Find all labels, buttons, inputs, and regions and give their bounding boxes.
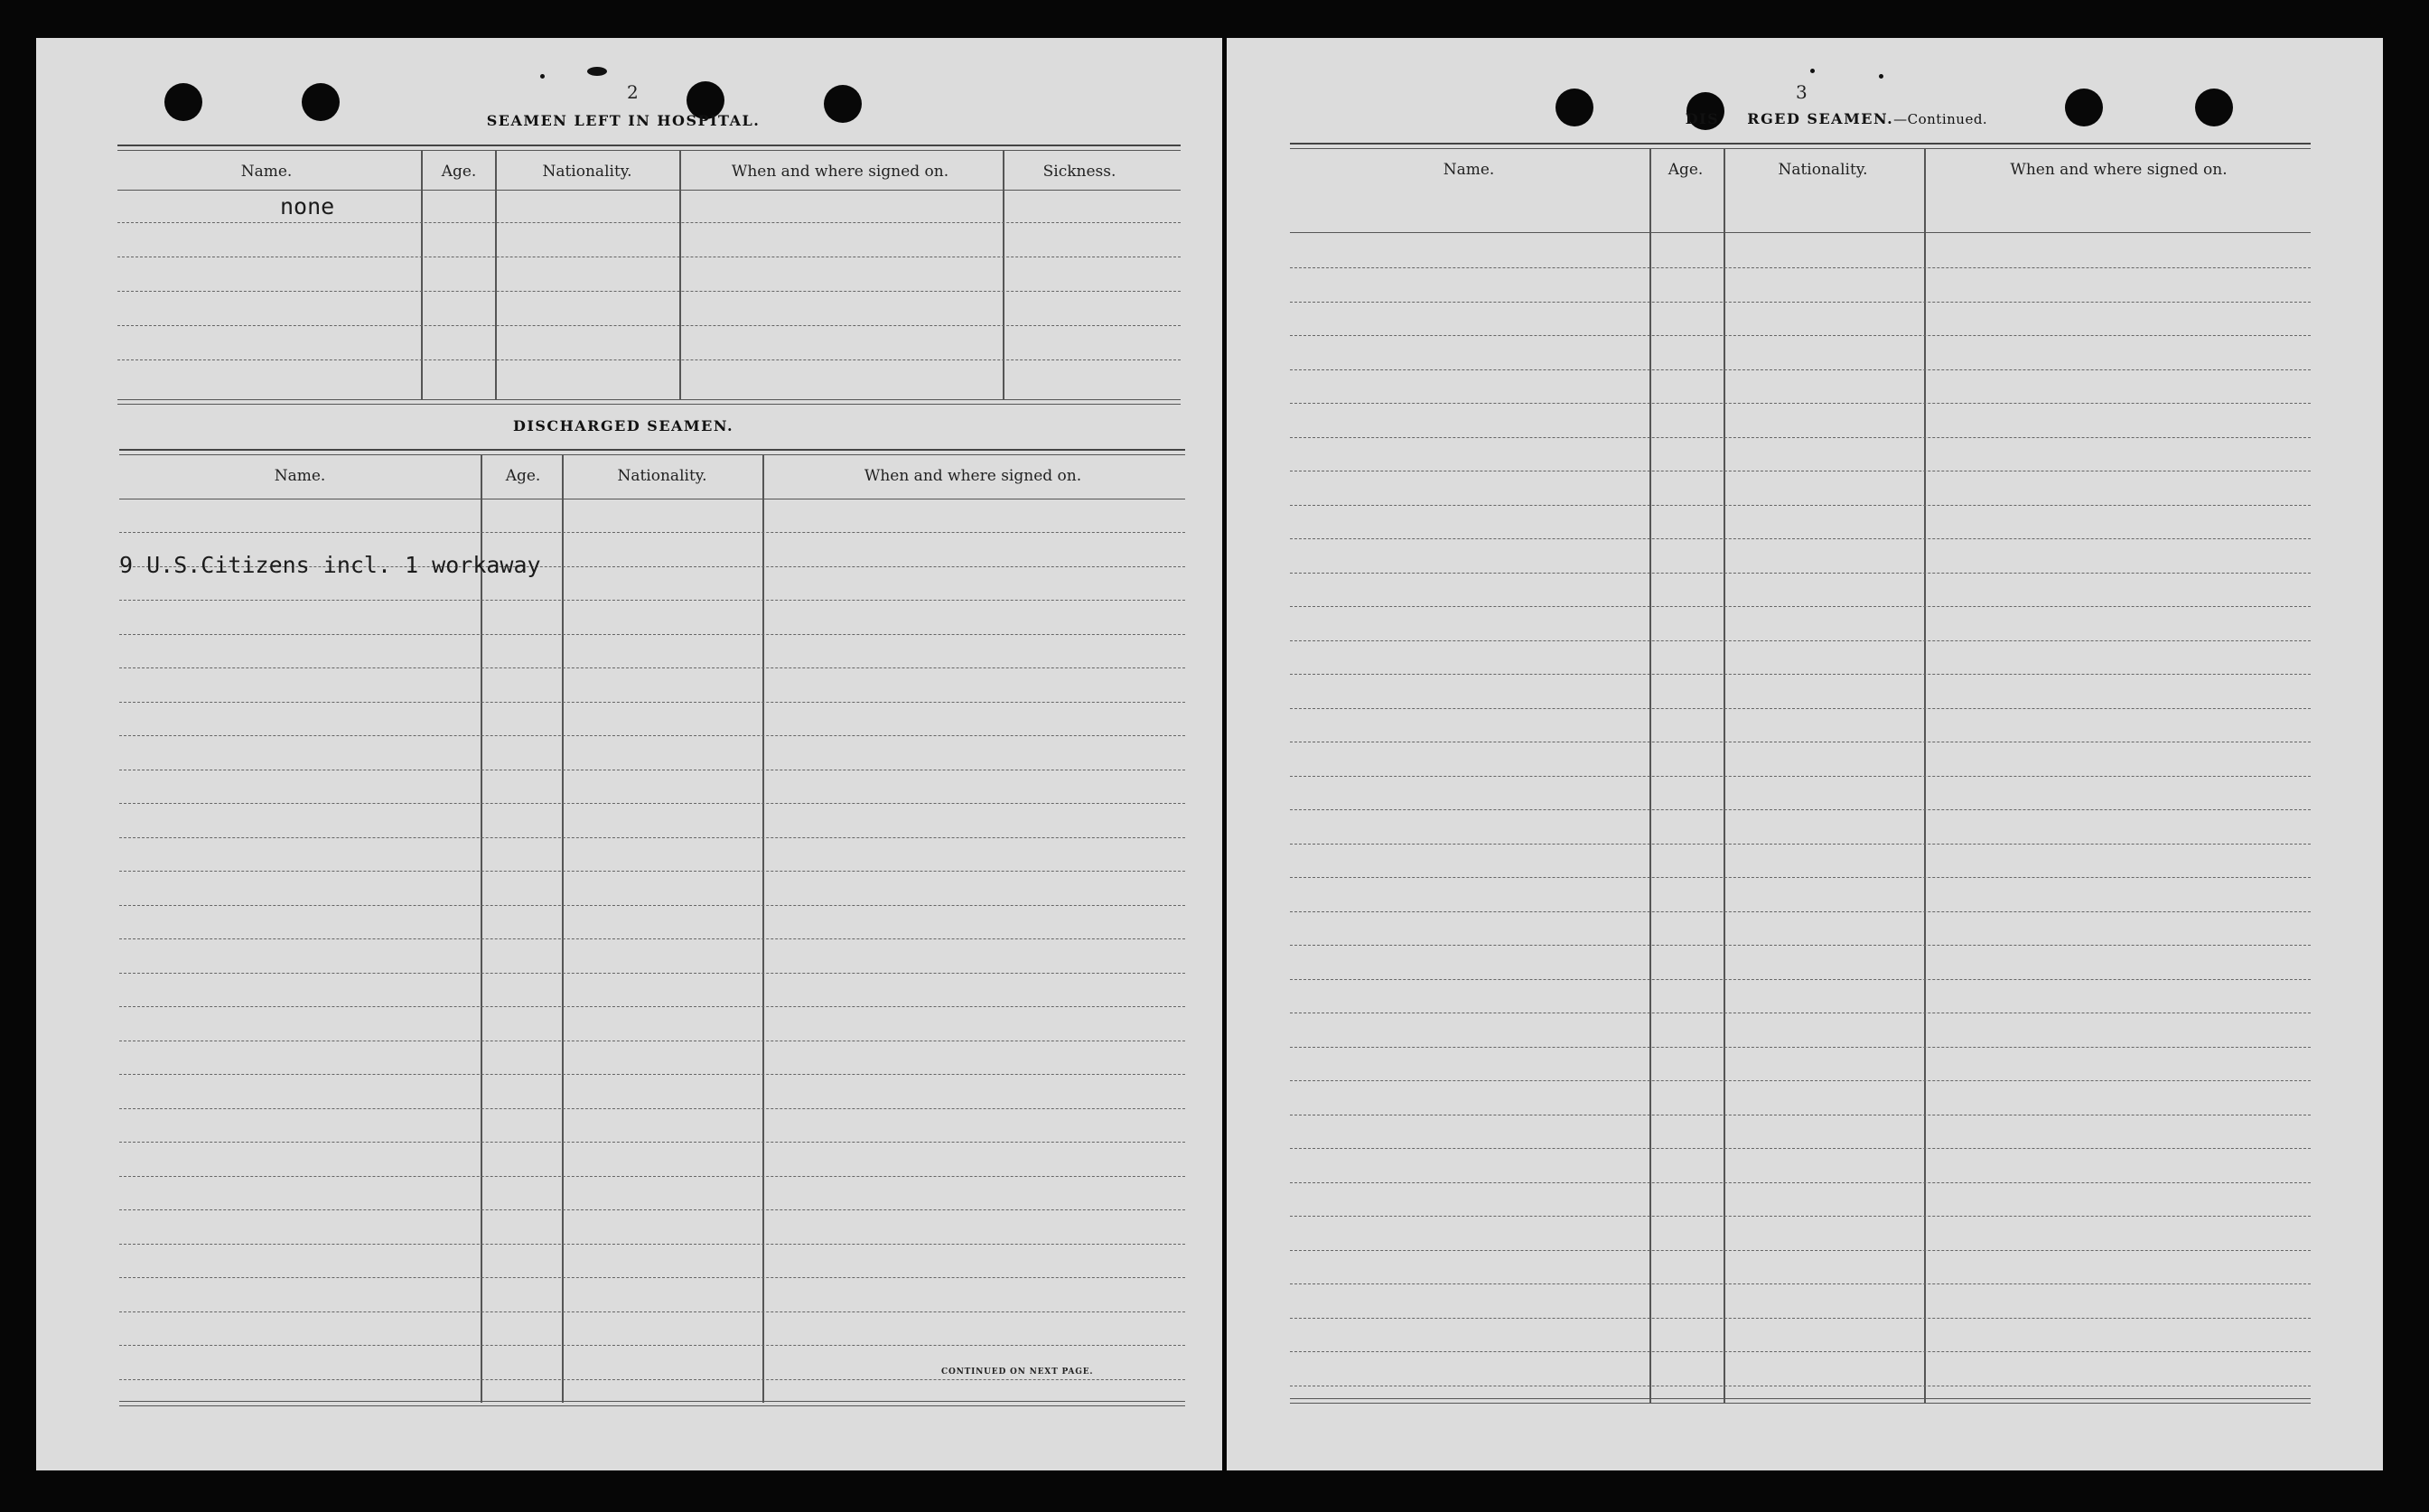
column-header: Sickness. [1042, 163, 1116, 181]
ledger-row-line [1290, 945, 2311, 946]
binding-hole [1555, 89, 1593, 126]
ledger-row-line [119, 1345, 1185, 1346]
column-header: Nationality. [1778, 161, 1868, 179]
column-header: Nationality. [542, 163, 632, 181]
discharged-section-title: DISCHARGED SEAMEN. [512, 417, 734, 434]
ledger-row-line [1290, 911, 2311, 912]
right-page [1227, 38, 2383, 1470]
ledger-row-line [1290, 267, 2311, 268]
ledger-row-line [1290, 606, 2311, 607]
column-header: Age. [1668, 161, 1704, 179]
binding-hole [2195, 89, 2233, 126]
page-number: 2 [627, 81, 639, 103]
ledger-row-line [1290, 437, 2311, 438]
ledger-row-line [1290, 1182, 2311, 1183]
hospital-section-title: SEAMEN LEFT IN HOSPITAL. [486, 112, 761, 129]
ledger-row-line [1290, 505, 2311, 506]
ledger-row-line [119, 1108, 1185, 1109]
ledger-row-line [119, 837, 1185, 838]
ledger-row-line [1290, 640, 2311, 641]
ledger-row-line [119, 1311, 1185, 1312]
ledger-row-line [119, 600, 1185, 601]
binding-hole [302, 83, 340, 121]
ledger-row-line [119, 702, 1185, 703]
column-header: Name. [1443, 161, 1495, 179]
ledger-row-line [1290, 1283, 2311, 1284]
ink-speck [1810, 69, 1815, 73]
continued-footer: CONTINUED ON NEXT PAGE. [941, 1367, 1094, 1377]
ledger-row-line [119, 1006, 1185, 1007]
ledger-row-line [1290, 1148, 2311, 1149]
ledger-row-line [119, 1379, 1185, 1380]
ledger-row-line [119, 905, 1185, 906]
ledger-row-line [1290, 538, 2311, 539]
ledger-row-line [119, 1142, 1185, 1143]
ledger-row-line [1290, 844, 2311, 845]
ledger-row-line [1290, 1047, 2311, 1048]
binding-hole [164, 83, 202, 121]
ink-speck [540, 74, 545, 79]
ledger-row-line [1290, 1216, 2311, 1217]
ledger-row-line [119, 1244, 1185, 1245]
ledger-row-line [1290, 302, 2311, 303]
column-header: When and where signed on. [2010, 161, 2228, 179]
ledger-row-line [1290, 708, 2311, 709]
column-header: When and where signed on. [731, 163, 949, 181]
page-number: 3 [1796, 81, 1808, 103]
ledger-row-line [119, 634, 1185, 635]
ledger-row-line [1290, 979, 2311, 980]
title-suffix: —Continued. [1893, 111, 1988, 127]
ledger-row-line [119, 1209, 1185, 1210]
ledger-row-line [119, 532, 1185, 533]
ledger-row-line [1290, 403, 2311, 404]
ledger-row-line [119, 1074, 1185, 1075]
ledger-row-line [119, 1176, 1185, 1177]
column-header: Age. [505, 467, 541, 485]
hospital-entry: none [280, 193, 335, 219]
ledger-row-line [119, 1277, 1185, 1278]
title-part: RGED SEAMEN. [1747, 110, 1894, 127]
ledger-row-line [1290, 1080, 2311, 1081]
ledger-row-line [1290, 776, 2311, 777]
column-header: Name. [240, 163, 293, 181]
ledger-row-line [1290, 809, 2311, 810]
ledger-row-line [1290, 1250, 2311, 1251]
ledger-row-line [119, 803, 1185, 804]
ledger-row-line [119, 735, 1185, 736]
ledger-row-line [1290, 1318, 2311, 1319]
ledger-row-line [1290, 877, 2311, 878]
ink-speck [1879, 74, 1883, 79]
title-part: DIS [1685, 110, 1720, 127]
column-header: Age. [441, 163, 477, 181]
column-header: Nationality. [617, 467, 707, 485]
left-page [36, 38, 1222, 1470]
binding-hole [2065, 89, 2103, 126]
ledger-row-line [119, 938, 1185, 939]
ledger-row-line [1290, 573, 2311, 574]
ledger-row-line [119, 871, 1185, 872]
ledger-row-line [1290, 369, 2311, 370]
ledger-row-line [119, 973, 1185, 974]
discharged-table [119, 449, 1185, 1406]
column-header: When and where signed on. [864, 467, 1082, 485]
ledger-row-line [119, 667, 1185, 668]
hospital-table [117, 145, 1181, 406]
ledger-row-line [1290, 1351, 2311, 1352]
discharged-continued-title [1633, 110, 2040, 127]
discharged-continued-table [1290, 143, 2311, 1407]
ink-speck [587, 67, 607, 76]
ledger-row-line [1290, 674, 2311, 675]
ledger-row-line [1290, 335, 2311, 336]
discharged-entry: 9 U.S.Citizens incl. 1 workaway [119, 552, 541, 578]
column-header: Name. [274, 467, 326, 485]
